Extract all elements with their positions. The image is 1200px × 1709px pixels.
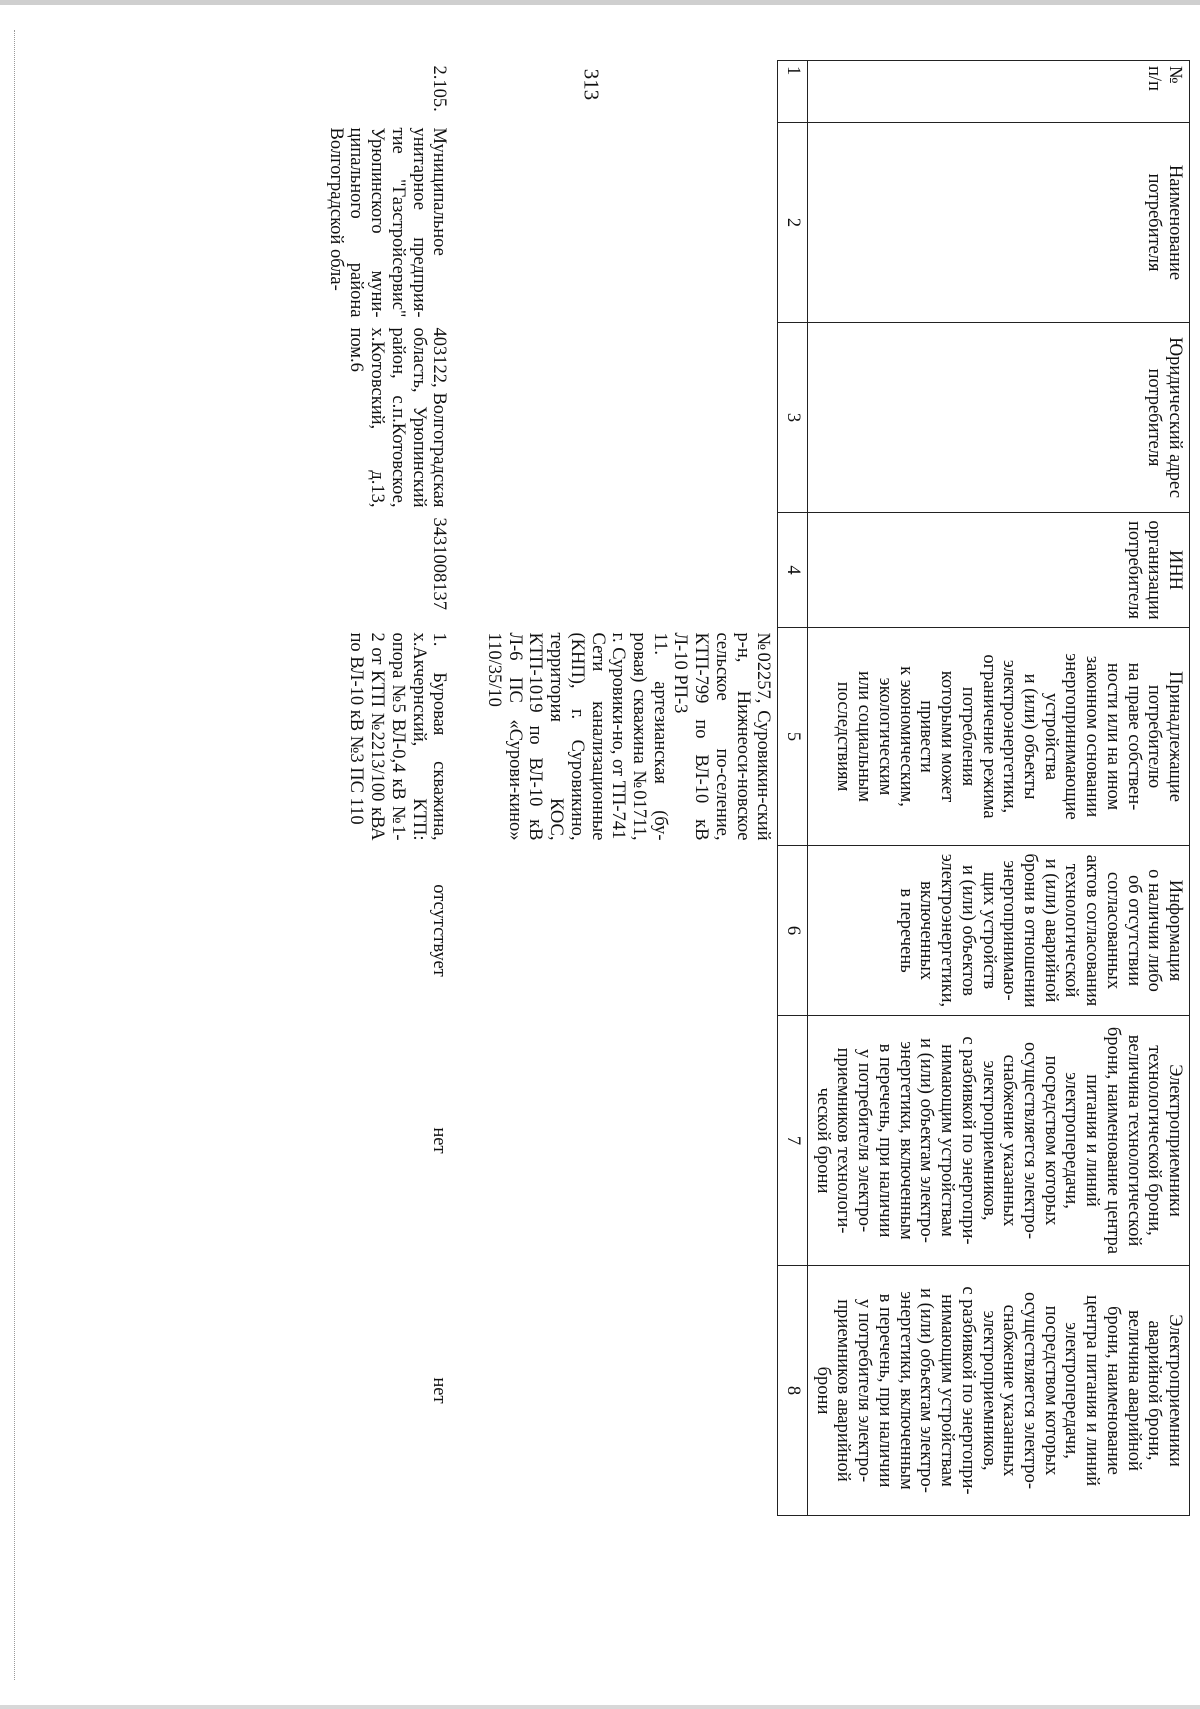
empty-cell xyxy=(479,1266,778,1516)
header-text: Информация о наличии либо об отсутствии согласованных актов согласования технологической и (или) аварийной брони в отношении энергопринимаю- щих устройств и (или) объектов электроэнергетики, включенных в перечень xyxy=(895,853,1185,1008)
header-cell-inn xyxy=(808,513,1190,628)
header-cell-address xyxy=(808,323,1190,513)
header-row xyxy=(808,61,1190,1516)
header-text: № п/п xyxy=(1144,66,1185,91)
empty-cell xyxy=(479,1016,778,1266)
header-cell-num xyxy=(808,61,1190,123)
empty-cell xyxy=(479,323,778,513)
page-edge-top xyxy=(0,0,1200,5)
page-number: 313 xyxy=(579,68,604,101)
consumer-name: Муниципальное унитарное предприя-тие "Газстройсервис" Урюпинского муни-ципального района Волгоградской обла- xyxy=(325,127,450,318)
page-edge-bottom xyxy=(0,1705,1200,1709)
column-number-row xyxy=(778,61,808,1516)
header-text: Принадлежащие потребителю на праве собствен- ности или на ином законном основании энергопринимающие устройства и (или) объекты электроэнергетики, ограничение режима потребления которыми может привести к экономическим, экологическим или социальным последствиям xyxy=(833,653,1185,820)
empty-cell xyxy=(479,123,778,323)
reserve-acts: отсутствует xyxy=(429,884,450,977)
rotated-sheet xyxy=(100,60,1190,1660)
tech-reserve: нет xyxy=(429,1127,450,1154)
column-number: 8 xyxy=(778,1266,808,1516)
column-number: 4 xyxy=(778,513,808,628)
continuation-row xyxy=(479,61,778,1516)
emergency-reserve: нет xyxy=(429,1377,450,1404)
column-number: 1 xyxy=(778,61,808,123)
column-number: 5 xyxy=(778,628,808,846)
continuation-objects: №02257, Суровикин-ский р-н, Нижнеоси-новское сельское по-селение, КТП-799 по ВЛ-10 кВ Л-10 РП-3 11. артезианская (бу-ровая) скважина №01711, г. Суровики-но, от ТП-741 Сети канализационные (КНП), г. Суровикино, территория КОС, КТП-1019 по ВЛ-10 кВ Л-6 ПС «Сурови-кино» 110/35/10 xyxy=(484,632,774,841)
header-cell-acts xyxy=(808,846,1190,1016)
consumer-table xyxy=(321,60,1190,1516)
scan-line xyxy=(14,30,16,1680)
header-text: ИНН организации потребителя xyxy=(1123,520,1185,620)
header-text: Электроприемники аварийной брони, величина аварийной брони, наименование центра питания и линий электропередачи, посредством которых осуществляется электро- снабжение указанных электроприемников, с разбивкой по энергопри- нимающим устройствам и (или) объектам электро- энергетики, включенным в перечень, при наличии у потребителя электро- приемников аварийной брони xyxy=(812,1286,1185,1495)
row-number: 2.105. xyxy=(429,65,450,112)
table-row xyxy=(321,61,479,1516)
consumer-inn: 3431008137 xyxy=(429,517,450,610)
column-number: 3 xyxy=(778,323,808,513)
header-cell-emergency-reserve xyxy=(808,1266,1190,1516)
empty-cell xyxy=(479,61,778,123)
empty-cell xyxy=(479,846,778,1016)
empty-cell xyxy=(479,513,778,628)
header-cell-name xyxy=(808,123,1190,323)
header-cell-objects xyxy=(808,628,1190,846)
consumer-address: 403122, Волгоградская область, Урюпинский район, с.п.Котовское, х.Котовский, д.13, пом.6 xyxy=(346,327,450,508)
header-text: Наименование потребителя xyxy=(1144,164,1185,281)
header-cell-tech-reserve xyxy=(808,1016,1190,1266)
column-number: 7 xyxy=(778,1016,808,1266)
consumer-objects: 1. Буровая скважина, х.Акчернский, КТП: опора №5 ВЛ-0,4 кВ №1-2 от КТП №2213/100 кВА по ВЛ-10 кВ №3 ПС 110 xyxy=(346,632,450,841)
header-text: Электроприемники технологической брони, величина технологической брони, наименование центра питания и линий электропередачи, посредством которых осуществляется электро- снабжение указанных электроприемников, с разбивкой по энергопри- нимающим устройствам и (или) объектам электро- энергетики, включенным в перечень, при наличии у потребителя электро- приемников технологи- ческой брони xyxy=(812,1026,1185,1255)
column-number: 6 xyxy=(778,846,808,1016)
header-text: Юридический адрес потребителя xyxy=(1144,337,1185,498)
column-number: 2 xyxy=(778,123,808,323)
